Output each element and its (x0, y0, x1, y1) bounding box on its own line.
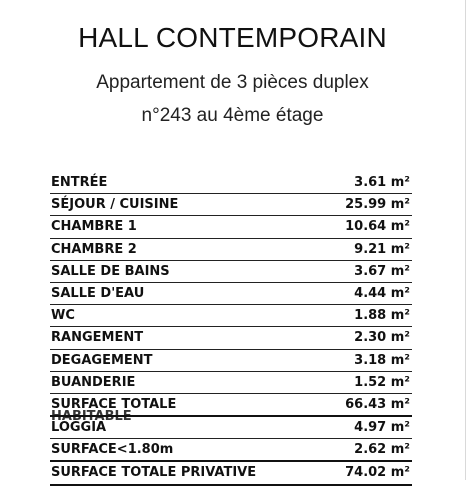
room-label: CHAMBRE 1 (51, 219, 137, 235)
room-label: LOGGIA (51, 420, 107, 436)
room-label: ENTRÉE (51, 175, 108, 190)
room-area: 9.21 m² (354, 241, 410, 257)
table-row (50, 261, 412, 283)
room-label: CHAMBRE 2 (51, 241, 137, 257)
table-row (50, 305, 412, 327)
room-label: SALLE D'EAU (51, 285, 145, 301)
total-area: 66.43 m² (345, 396, 410, 412)
room-area: 1.52 m² (354, 374, 410, 390)
room-area: 2.62 m² (354, 442, 410, 458)
surface-table (50, 172, 412, 486)
room-label: WC (51, 308, 75, 324)
room-label: RANGEMENT (51, 330, 144, 346)
room-label: SÉJOUR / CUISINE (51, 197, 179, 213)
table-row (50, 350, 412, 372)
room-area: 3.67 m² (354, 263, 410, 279)
room-label: DEGAGEMENT (51, 352, 153, 368)
apartment-type: Appartement de 3 pièces duplex (96, 72, 369, 93)
room-area: 25.99 m² (345, 197, 410, 213)
table-row (50, 439, 412, 462)
room-area: 10.64 m² (345, 219, 410, 235)
room-area: 4.97 m² (354, 420, 410, 436)
room-area: 3.61 m² (354, 175, 410, 190)
table-row (50, 409, 412, 439)
overlapping-label: HABITABLE (51, 409, 132, 425)
table-row (50, 172, 412, 194)
table-row (50, 372, 412, 394)
grand-total-row (50, 462, 412, 485)
total-label: SURFACE TOTALE (51, 396, 177, 412)
table-row (50, 194, 412, 216)
room-area: 2.30 m² (354, 330, 410, 346)
grand-total-area: 74.02 m² (345, 465, 410, 481)
table-row (50, 216, 412, 238)
table-row (50, 327, 412, 349)
room-area: 4.44 m² (354, 285, 410, 301)
grand-total-label: SURFACE TOTALE PRIVATIVE (51, 465, 257, 481)
room-area: 1.88 m² (354, 308, 410, 324)
page-title: HALL CONTEMPORAIN (78, 22, 387, 53)
room-label: BUANDERIE (51, 374, 136, 390)
room-area: 3.18 m² (354, 352, 410, 368)
apartment-number: n°243 au 4ème étage (141, 105, 324, 126)
room-label: SURFACE<1.80m (51, 442, 174, 458)
table-row (50, 283, 412, 305)
room-label: SALLE DE BAINS (51, 263, 170, 279)
table-row (50, 239, 412, 261)
